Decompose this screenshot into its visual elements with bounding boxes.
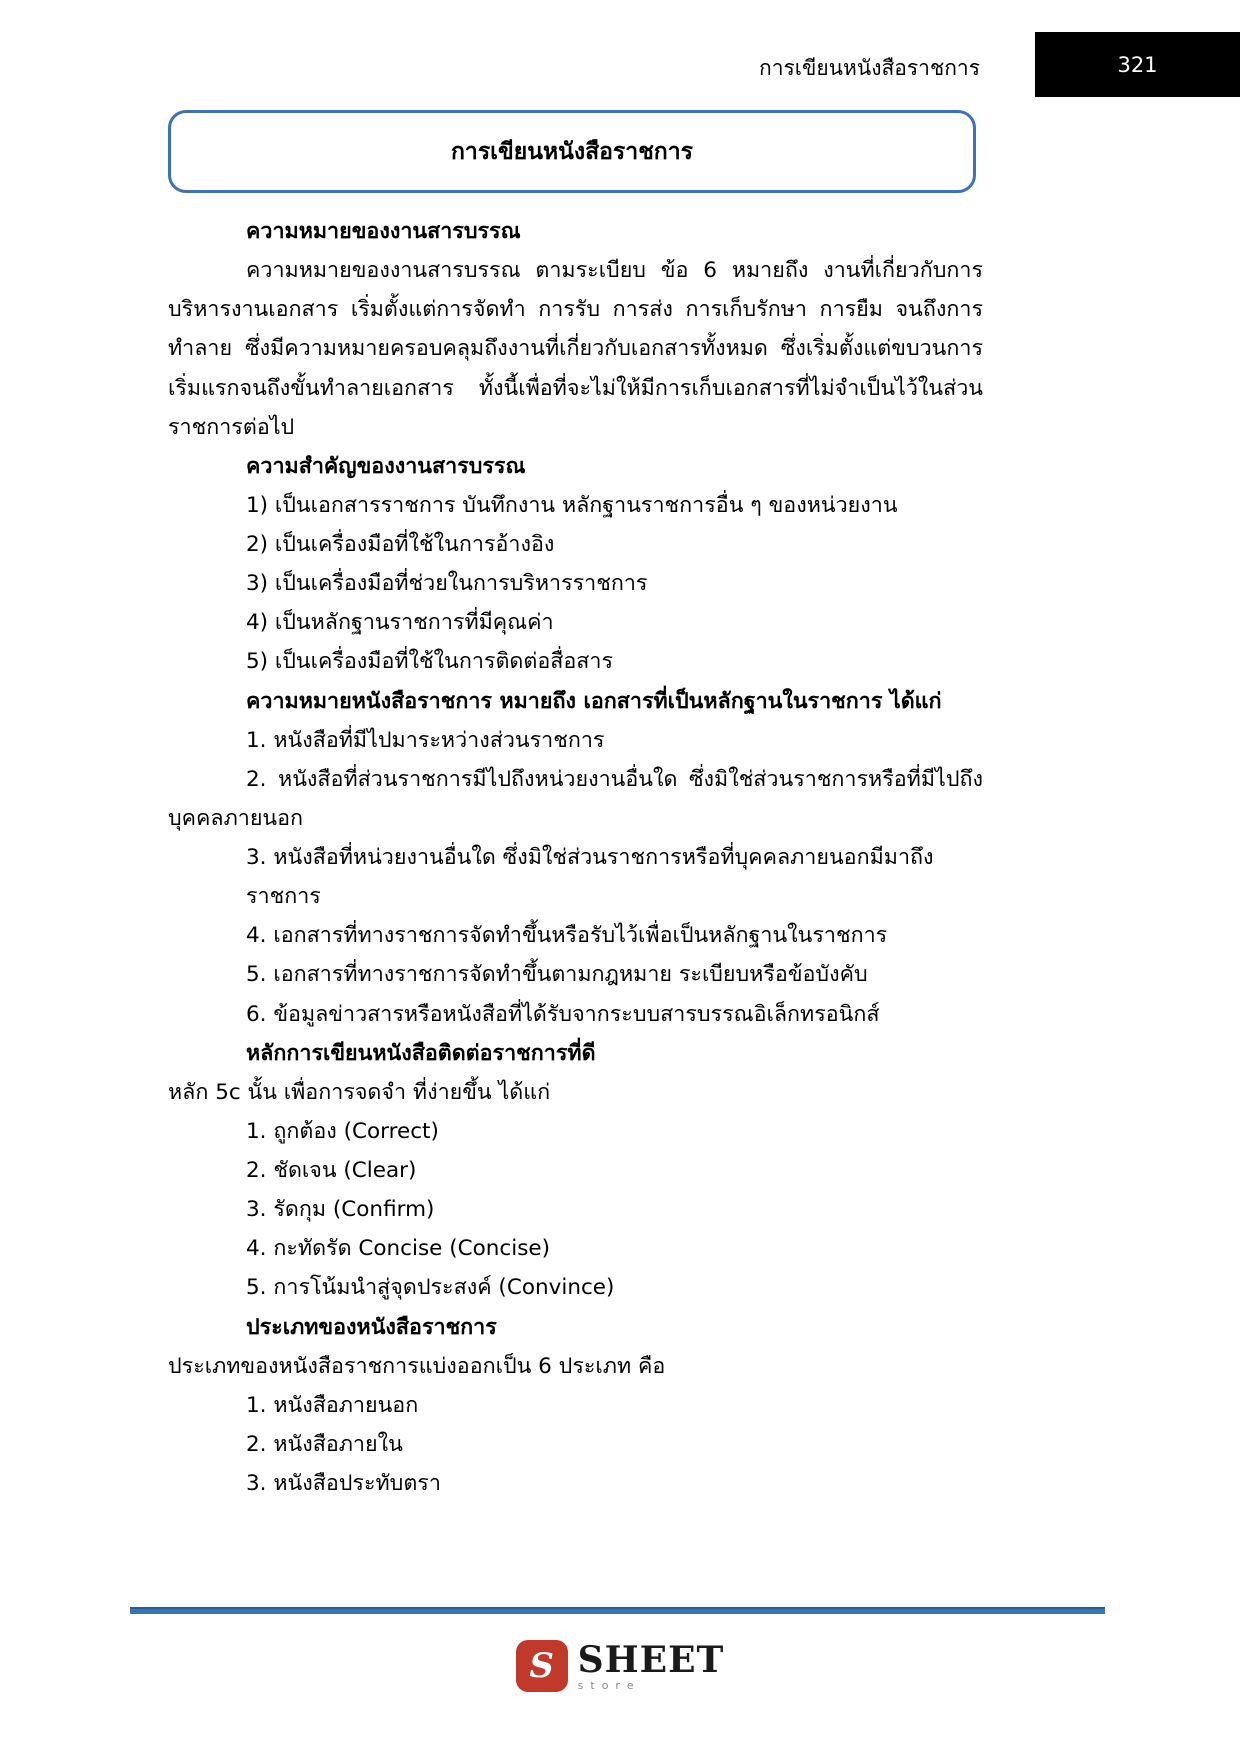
list-item: 3. รัดกุม (Confirm)	[246, 1197, 435, 1223]
list-item: 2) เป็นเครื่องมือที่ใช้ในการอ้างอิง	[246, 532, 555, 557]
list-item: 3. หนังสือที่หน่วยงานอื่นใด ซึ่งมิใช่ส่วนราชการหรือที่บุคคลภายนอกมีมาถึงราชการ	[246, 845, 934, 910]
page-number: 321	[1117, 52, 1158, 77]
page-header	[0, 0, 1240, 105]
list-item: 2. หนังสือภายใน	[246, 1431, 403, 1457]
page-title: การเขียนหนังสือราชการ	[450, 138, 694, 165]
section-heading-importance: ความสำคัญของงานสารบรรณ	[246, 453, 526, 479]
section-intro-types: ประเภทของหนังสือราชการแบ่งออกเป็น 6 ประเภท คือ	[168, 1353, 666, 1379]
list-item: 4. กะทัดรัด Concise (Concise)	[246, 1236, 551, 1262]
list-item: 4) เป็นหลักฐานราชการที่มีคุณค่า	[246, 610, 554, 636]
footer-logo	[0, 1640, 1240, 1692]
footer-logo-sub: store	[577, 1678, 641, 1692]
logo-mark-letter: S	[529, 1646, 554, 1686]
list-item: 4. เอกสารที่ทางราชการจัดทำขึ้นหรือรับไว้เพื่อเป็นหลักฐานในราชการ	[246, 923, 888, 949]
list-item: 6. ข้อมูลข่าวสารหรือหนังสือที่ได้รับจากระบบสารบรรณอิเล็กทรอนิกส์	[246, 1001, 880, 1027]
list-item: 1) เป็นเอกสารราชการ บันทึกงาน หลักฐานราชการอื่น ๆ ของหน่วยงาน	[246, 492, 898, 518]
footer-divider	[130, 1607, 1105, 1614]
section-heading-writing-principles: หลักการเขียนหนังสือติดต่อราชการที่ดี	[246, 1040, 596, 1066]
list-item: 5. เอกสารที่ทางราชการจัดทำขึ้นตามกฎหมาย ระเบียบหรือข้อบังคับ	[246, 962, 868, 988]
running-header-title: การเขียนหนังสือราชการ	[759, 56, 980, 80]
document-body	[168, 212, 983, 1503]
document-title-box	[168, 110, 976, 193]
section-intro-writing-principles: หลัก 5c นั้น เพื่อการจดจำ ที่ง่ายขึ้น ได้แก่	[168, 1079, 551, 1105]
list-item: 5) เป็นเครื่องมือที่ใช้ในการติดต่อสื่อสาร	[246, 649, 614, 675]
section-paragraph-meaning: ความหมายของงานสารบรรณ ตามระเบียบ ข้อ 6 หมายถึง งานที่เกี่ยวกับการบริหารงานเอกสาร เริ่มตั้งแต่การจัดทำ การรับ การส่ง การเก็บรักษา การยืม จนถึงการทำลาย ซึ่งมีความหมายครอบคลุมถึงงานที่เกี่ยวกับเอกสารทั้งหมด ซึ่งเริ่มตั้งแต่ขบวนการเริ่มแรกจนถึงขั้นทำลายเอกสาร ทั้งนี้เพื่อที่จะไม่ให้มีการเก็บเอกสารที่ไม่จำเป็นไว้ในส่วนราชการต่อไป	[168, 258, 983, 440]
list-item: 5. การโน้มนำสู่จุดประสงค์ (Convince)	[246, 1275, 615, 1301]
list-item: 3) เป็นเครื่องมือที่ช่วยในการบริหารราชการ	[246, 571, 648, 597]
section-heading-official-doc-meaning: ความหมายหนังสือราชการ หมายถึง เอกสารที่เป็นหลักฐานในราชการ ได้แก่	[246, 688, 942, 714]
page-number-badge	[1035, 32, 1240, 97]
sheet-store-logo-icon	[516, 1640, 568, 1692]
list-item: 1. หนังสือที่มีไปมาระหว่างส่วนราชการ	[246, 727, 605, 753]
list-item: 3. หนังสือประทับตรา	[246, 1471, 441, 1496]
list-item: 2. หนังสือที่ส่วนราชการมีไปถึงหน่วยงานอื่นใด ซึ่งมิใช่ส่วนราชการหรือที่มีไปถึงบุคคลภายนอก	[168, 766, 983, 831]
list-item: 1. หนังสือภายนอก	[246, 1392, 419, 1418]
section-heading-types: ประเภทของหนังสือราชการ	[246, 1314, 497, 1340]
section-heading-meaning: ความหมายของงานสารบรรณ	[246, 219, 521, 244]
list-item: 2. ชัดเจน (Clear)	[246, 1158, 417, 1183]
footer-logo-main: SHEET	[577, 1638, 725, 1681]
footer-logo-text	[577, 1638, 725, 1692]
list-item: 1. ถูกต้อง (Correct)	[246, 1118, 439, 1144]
